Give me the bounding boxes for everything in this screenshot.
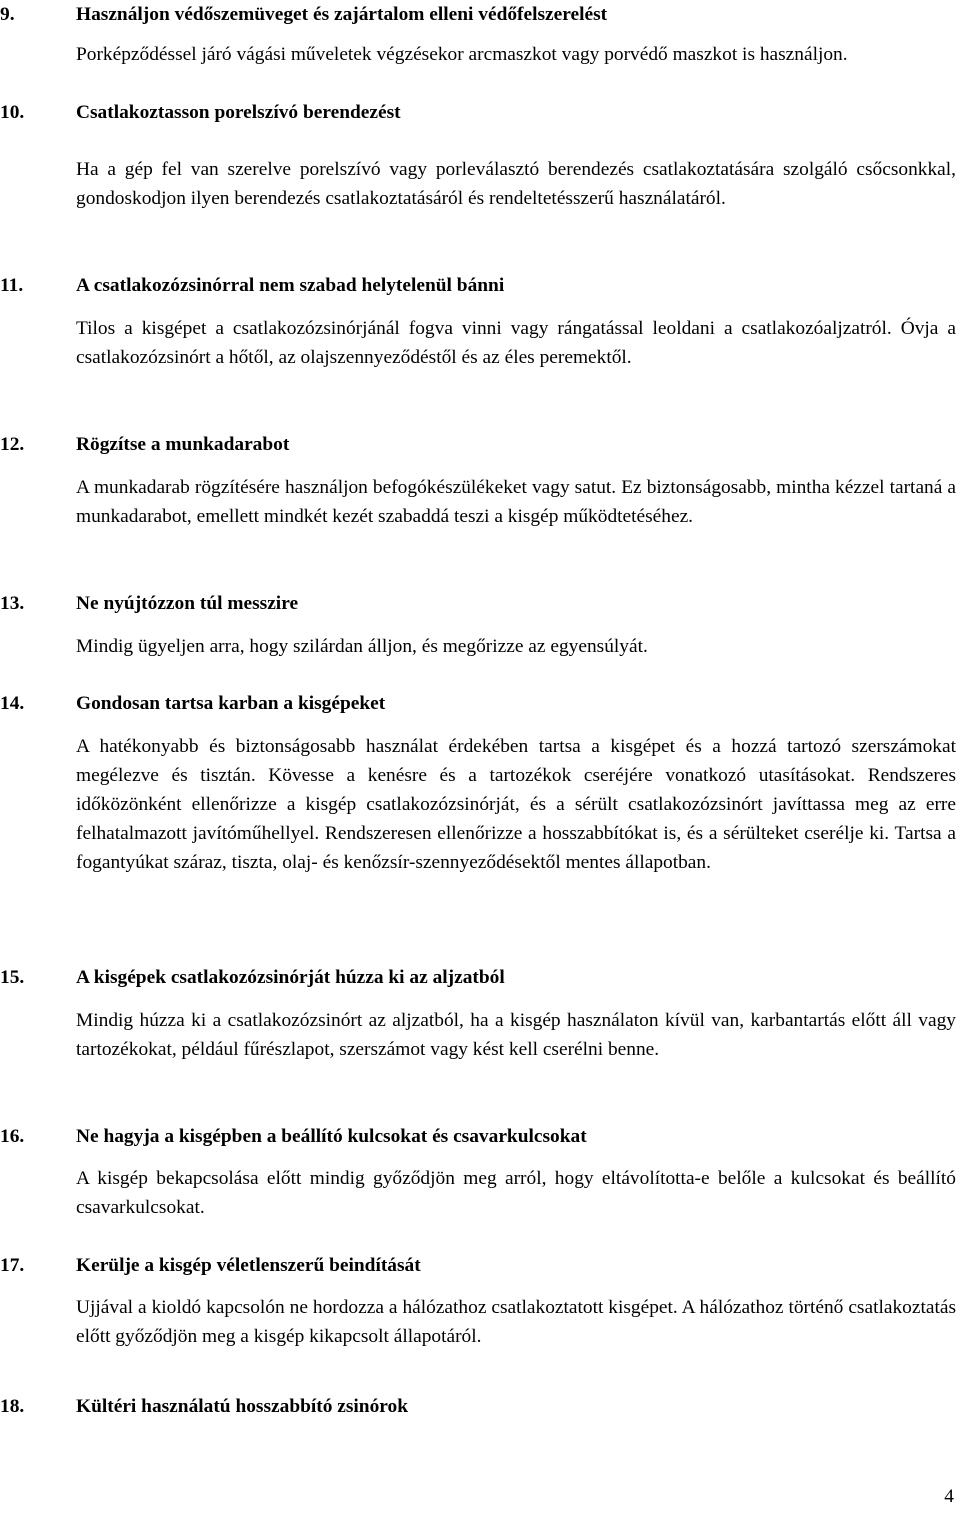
section-body: Porképződéssel járó vágási műveletek végzésekor arcmaszkot vagy porvédő maszkot is használjon. [76, 44, 848, 65]
section-heading: Rögzítse a munkadarabot [76, 434, 290, 455]
section-heading: A kisgépek csatlakozózsinórját húzza ki az aljzatból [76, 967, 505, 988]
section-number: 16. [0, 1126, 25, 1147]
section-number: 18. [0, 1396, 25, 1417]
section-body: Tilos a kisgépet a csatlakozózsinórjánál fogva vinni vagy rángatással leoldani a csatlakozóaljzatról. Óvja a csatlakozózsinórt a hőtől, az olajszennyeződéstől és az éles peremektől. [76, 318, 956, 368]
section-heading: Kültéri használatú hosszabbító zsinórok [76, 1396, 409, 1417]
section-heading: Ne nyújtózzon túl messzire [76, 593, 299, 614]
section-number: 12. [0, 434, 25, 455]
section-body: A munkadarab rögzítésére használjon befogókészülékeket vagy satut. Ez biztonságosabb, mintha kézzel tartaná a munkadarabot, emellett mindkét kezét szabaddá teszi a kisgép működtetéséhez. [76, 477, 956, 527]
section-body: Ujjával a kioldó kapcsolón ne hordozza a hálózathoz csatlakoztatott kisgépet. A hálózathoz történő csatlakoztatás előtt győződjön meg a kisgép kikapcsolt állapotáról. [76, 1297, 956, 1347]
section-body: Ha a gép fel van szerelve porelszívó vagy porleválasztó berendezés csatlakoztatására szolgáló csőcsonkkal, gondoskodjon ilyen berendezés csatlakoztatásáról és rendeltetésszerű használatáról. [76, 159, 956, 209]
section-heading: Csatlakoztasson porelszívó berendezést [76, 102, 401, 123]
section-number: 9. [0, 4, 15, 25]
section-body: Mindig ügyeljen arra, hogy szilárdan álljon, és megőrizze az egyensúlyát. [76, 636, 648, 657]
section-heading: A csatlakozózsinórral nem szabad helytelenül bánni [76, 275, 505, 296]
section-body: A hatékonyabb és biztonságosabb használat érdekében tartsa a kisgépet és a hozzá tartozó szerszámokat megélezve és tisztán. Kövesse a kenésre és a tartozékok cseréjére vonatkozó utasításokat. Rendszeres időközönként ellenőrizze a kisgép csatlakozózsinórját, és a sérült csatlakozózsinórt javíttassa meg az erre felhatalmazott javítóműhellyel. Rendszeresen ellenőrizze a hosszabbítókat is, és a sérülteket cserélje ki. Tartsa a fogantyúkat száraz, tiszta, olaj- és kenőzsír-szennyeződésektől mentes állapotban. [76, 736, 956, 873]
section-number: 10. [0, 102, 25, 123]
section-number: 13. [0, 593, 25, 614]
section-number: 11. [0, 275, 24, 296]
section-heading: Használjon védőszemüveget és zajártalom elleni védőfelszerelést [76, 4, 608, 25]
section-number: 15. [0, 967, 25, 988]
section-heading: Ne hagyja a kisgépben a beállító kulcsokat és csavarkulcsokat [76, 1126, 587, 1147]
section-body: A kisgép bekapcsolása előtt mindig győződjön meg arról, hogy eltávolította-e belőle a kulcsokat és beállító csavarkulcsokat. [76, 1168, 956, 1218]
section-number: 14. [0, 693, 25, 714]
section-heading: Kerülje a kisgép véletlenszerű beindítását [76, 1255, 421, 1276]
section-number: 17. [0, 1255, 25, 1276]
page-number: 4 [944, 1486, 954, 1507]
section-body: Mindig húzza ki a csatlakozózsinórt az aljzatból, ha a kisgép használaton kívül van, karbantartás előtt áll vagy tartozékokat, például fűrészlapot, szerszámot vagy kést kell cserélni benne. [76, 1010, 956, 1060]
section-heading: Gondosan tartsa karban a kisgépeket [76, 693, 386, 714]
